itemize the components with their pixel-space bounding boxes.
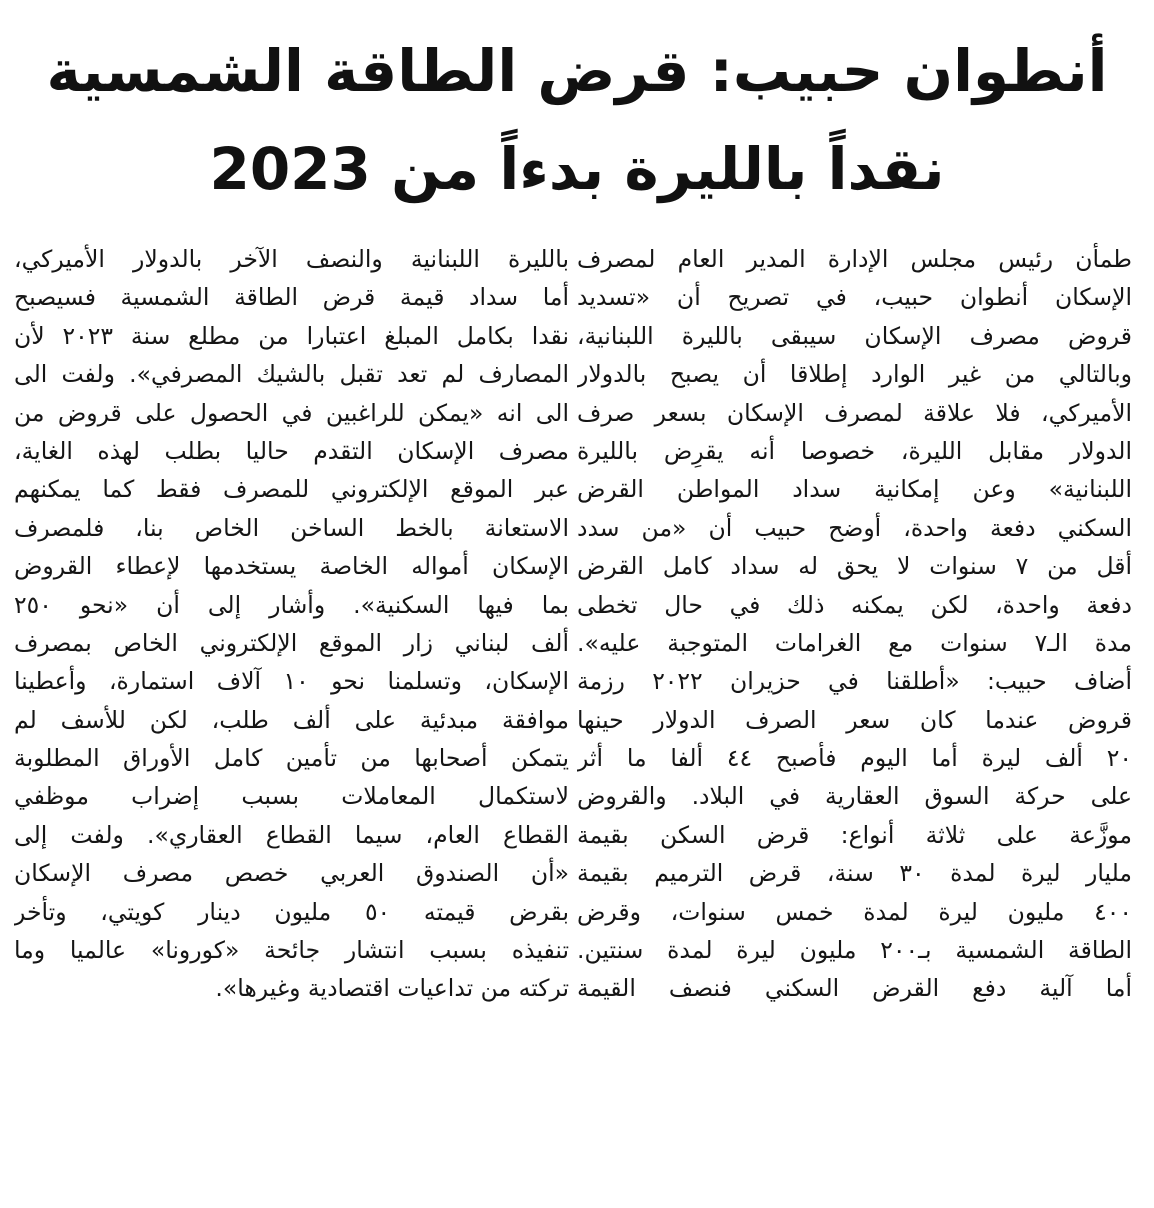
article-text-line: أما آلية دفع القرض السكني فنصف القيمة (577, 974, 1132, 1003)
article-headline (20, 22, 1134, 218)
article-text-line: عبر الموقع الإلكتروني للمصرف فقط كما يمكنهم (14, 475, 569, 504)
article-text-line: بما فيها السكنية». وأشار إلى أن «نحو ٢٥٠ (14, 590, 569, 619)
headline-line-2: نقداً بالليرة بدءاً من 2023 (209, 135, 945, 203)
article-text-line: الى انه «يمكن للراغبين في الحصول على قروض من (14, 398, 569, 427)
article-text-line: موافقة مبدئية على ألف طلب، لكن للأسف لم (14, 705, 569, 734)
article-body (14, 240, 1132, 1180)
article-text-line: مليار ليرة لمدة ٣٠ سنة، قرض الترميم بقيمة (577, 859, 1132, 888)
article-column-right (577, 240, 1132, 1008)
article-text-line: أضاف حبيب: «أطلقنا في حزيران ٢٠٢٢ رزمة (577, 667, 1132, 696)
article-text-line: الطاقة الشمسية بـ٢٠٠ مليون ليرة لمدة سنتين. (577, 936, 1132, 965)
article-text-line: مدة الـ٧ سنوات مع الغرامات المتوجبة عليه». (577, 628, 1132, 657)
article-text-line: بقرض قيمته ٥٠ مليون دينار كويتي، وتأخر (14, 897, 569, 926)
article-text-line: مصرف الإسكان التقدم حاليا بطلب لهذه الغاية، (14, 436, 569, 465)
article-text-line: أقل من ٧ سنوات لا يحق له سداد كامل القرض (577, 552, 1132, 581)
article-text-line: ٤٠٠ مليون ليرة لمدة خمس سنوات، وقرض (577, 897, 1132, 926)
article-text-line: الاستعانة بالخط الساخن الخاص بنا، فلمصرف (14, 513, 569, 542)
article-text-line: وبالتالي من غير الوارد إطلاقا أن يصبح بالدولار (577, 360, 1132, 389)
article-text-line: «أن الصندوق العربي خصص مصرف الإسكان (14, 859, 569, 888)
headline-line-1: أنطوان حبيب: قرض الطاقة الشمسية (46, 37, 1108, 105)
article-text-line: الدولار مقابل الليرة، خصوصا أنه يقرِض بالليرة (577, 436, 1132, 465)
article-text-line: موزَّعة على ثلاثة أنواع: قرض السكن بقيمة (577, 820, 1132, 849)
article-text-line: اللبنانية» وعن إمكانية سداد المواطن القرض (577, 475, 1132, 504)
article-text-line: قروض مصرف الإسكان سيبقى بالليرة اللبنانية، (577, 321, 1132, 350)
article-text-line: الأميركي، فلا علاقة لمصرف الإسكان بسعر صرف (577, 398, 1132, 427)
article-text-line: بالليرة اللبنانية والنصف الآخر بالدولار الأميركي، (14, 245, 569, 273)
article-text-line: تركته من تداعيات اقتصادية وغيرها». (215, 974, 569, 1003)
article-text-line: الإسكان أمواله الخاصة يستخدمها لإعطاء القروض (14, 552, 569, 581)
article-column-left (14, 240, 569, 1008)
article-text-line: قروض عندما كان سعر الصرف الدولار حينها (577, 705, 1132, 734)
article-text-line: نقدا بكامل المبلغ اعتبارا من مطلع سنة ٢٠٢٣ لأن (14, 321, 569, 350)
article-text-line: تنفيذه بسبب انتشار جائحة «كورونا» عالميا وما (14, 936, 569, 965)
article-text-line: طمأن رئيس مجلس الإدارة المدير العام لمصرف (577, 245, 1132, 273)
article-text-line: القطاع العام، سيما القطاع العقاري». ولفت إلى (14, 820, 569, 849)
article-text-line: ألف لبناني زار الموقع الإلكتروني الخاص بمصرف (14, 628, 569, 657)
article-text-line: السكني دفعة واحدة، أوضح حبيب أن «من سدد (577, 513, 1132, 542)
article-text-line: ٢٠ ألف ليرة أما اليوم فأصبح ٤٤ ألفا ما أثر (577, 744, 1132, 773)
article-text-line: لاستكمال المعاملات بسبب إضراب موظفي (14, 782, 569, 811)
article-text-line: يتمكن أصحابها من تأمين كامل الأوراق المطلوبة (14, 744, 569, 773)
article-text-line: الإسكان، وتسلمنا نحو ١٠ آلاف استمارة، وأعطينا (14, 667, 569, 696)
article-text-line: على حركة السوق العقارية في البلاد. والقروض (577, 782, 1132, 811)
article-text-line: أما سداد قيمة قرض الطاقة الشمسية فسيصبح (14, 283, 569, 312)
article-text-line: المصارف لم تعد تقبل بالشيك المصرفي». ولفت الى (14, 360, 569, 389)
article-text-line: الإسكان أنطوان حبيب، في تصريح أن «تسديد (577, 283, 1132, 312)
article-text-line: دفعة واحدة، لكن يمكنه ذلك في حال تخطى (577, 590, 1132, 619)
